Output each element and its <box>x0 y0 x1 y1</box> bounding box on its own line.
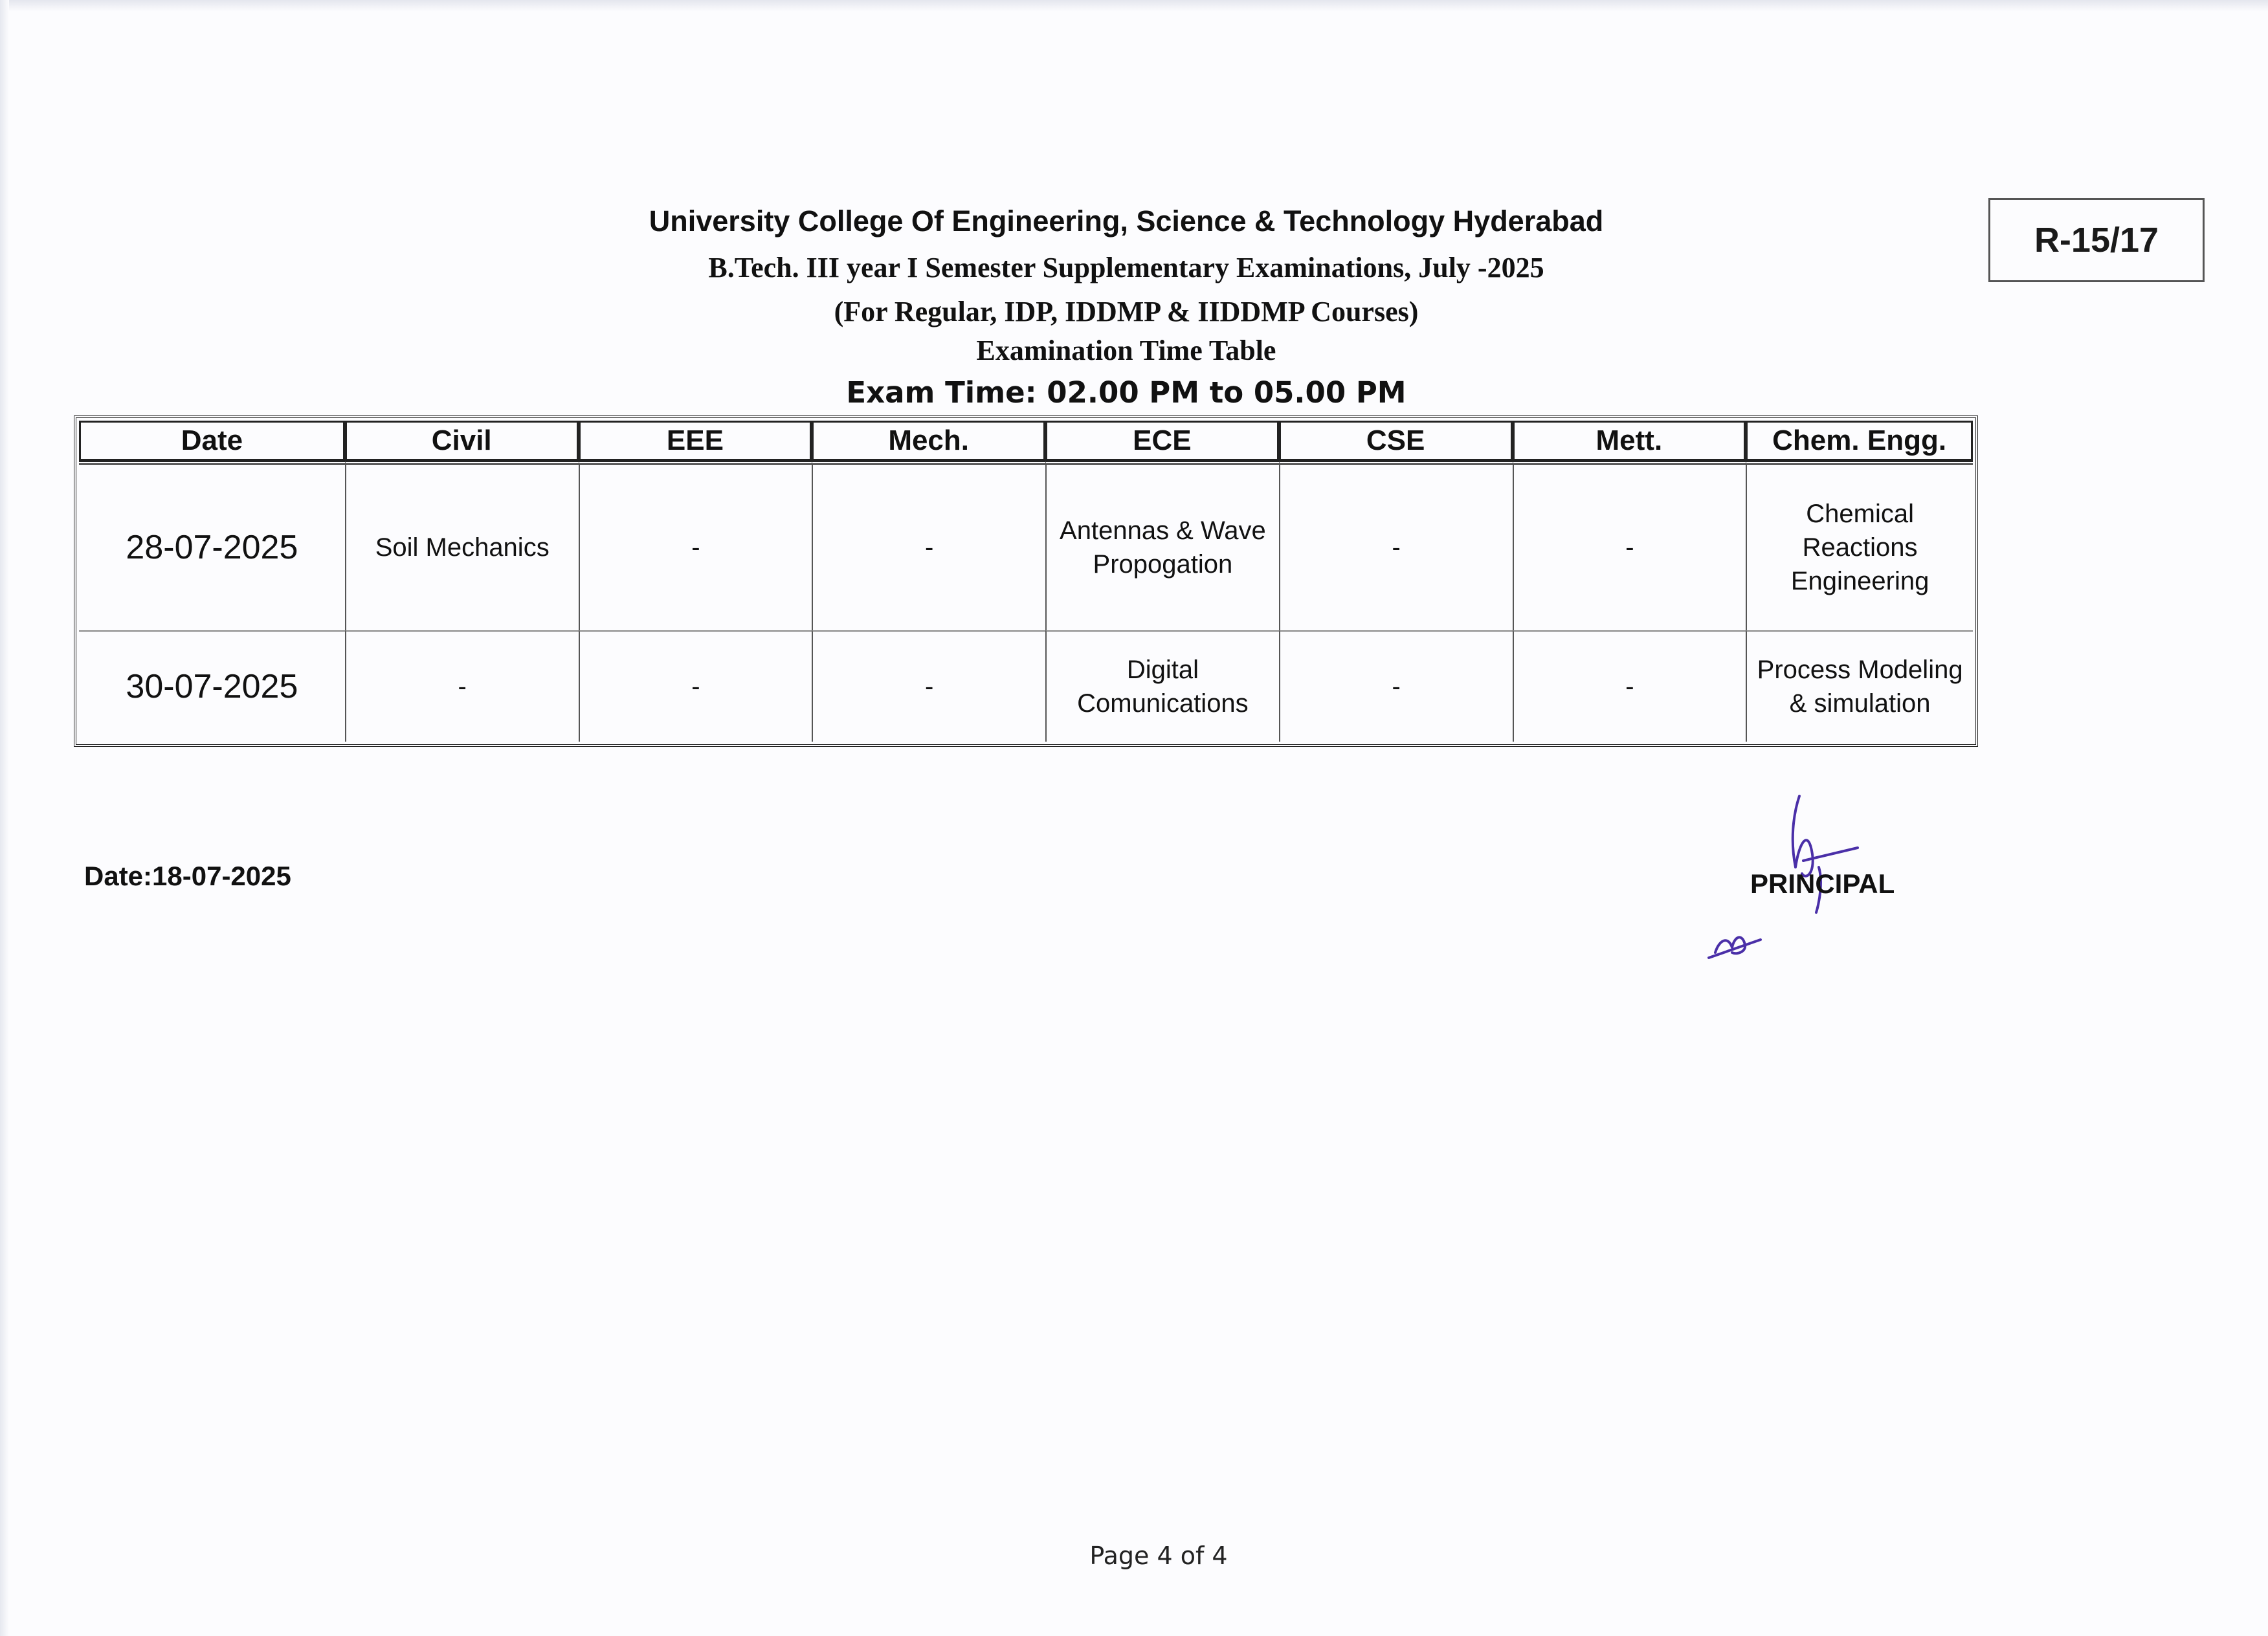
principal-label: PRINCIPAL <box>1750 868 1895 899</box>
header-ece: ECE <box>1045 421 1279 461</box>
cell-mech: - <box>812 461 1045 630</box>
timetable-grid <box>79 421 1973 742</box>
cell-ece: Digital Comunications <box>1045 630 1279 742</box>
regulation-code-box <box>1988 198 2205 282</box>
table-row <box>79 630 1973 742</box>
cell-eee: - <box>579 630 812 742</box>
timetable <box>74 415 1978 747</box>
page-edge-top <box>0 0 2268 12</box>
cell-mett: - <box>1513 630 1746 742</box>
header-mett: Mett. <box>1513 421 1746 461</box>
cell-chem: Process Modeling & simulation <box>1746 630 1973 742</box>
timetable-title: Examination Time Table <box>976 335 1276 366</box>
cell-civil: - <box>345 630 579 742</box>
college-name: University College Of Engineering, Science & Technology Hyderabad <box>649 204 1604 238</box>
regulation-code: R-15/17 <box>2034 221 2159 260</box>
header-mech: Mech. <box>812 421 1045 461</box>
header-eee: EEE <box>579 421 812 461</box>
issue-date: Date:18-07-2025 <box>84 861 291 891</box>
cell-civil: Soil Mechanics <box>345 461 579 630</box>
header-civil: Civil <box>345 421 579 461</box>
header-cse: CSE <box>1279 421 1513 461</box>
cell-chem: Chemical Reactions Engineering <box>1746 461 1973 630</box>
header-date: Date <box>79 421 345 461</box>
cell-cse: - <box>1279 461 1513 630</box>
page-number: Page 4 of 4 <box>1089 1542 1228 1570</box>
page-edge-left <box>0 0 9 1636</box>
header-row <box>79 421 1973 461</box>
exam-time: Exam Time: 02.00 PM to 05.00 PM <box>846 375 1406 410</box>
cell-cse: - <box>1279 630 1513 742</box>
row-date: 28-07-2025 <box>79 461 345 630</box>
courses-note: (For Regular, IDP, IDDMP & IIDDMP Courses) <box>834 296 1419 327</box>
cell-ece: Antennas & Wave Propogation <box>1045 461 1279 630</box>
table-row <box>79 461 1973 630</box>
cell-mech: - <box>812 630 1045 742</box>
header-chem: Chem. Engg. <box>1746 421 1973 461</box>
exam-title: B.Tech. III year I Semester Supplementary Examinations, July -2025 <box>708 252 1544 283</box>
row-date: 30-07-2025 <box>79 630 345 742</box>
cell-mett: - <box>1513 461 1746 630</box>
cell-eee: - <box>579 461 812 630</box>
